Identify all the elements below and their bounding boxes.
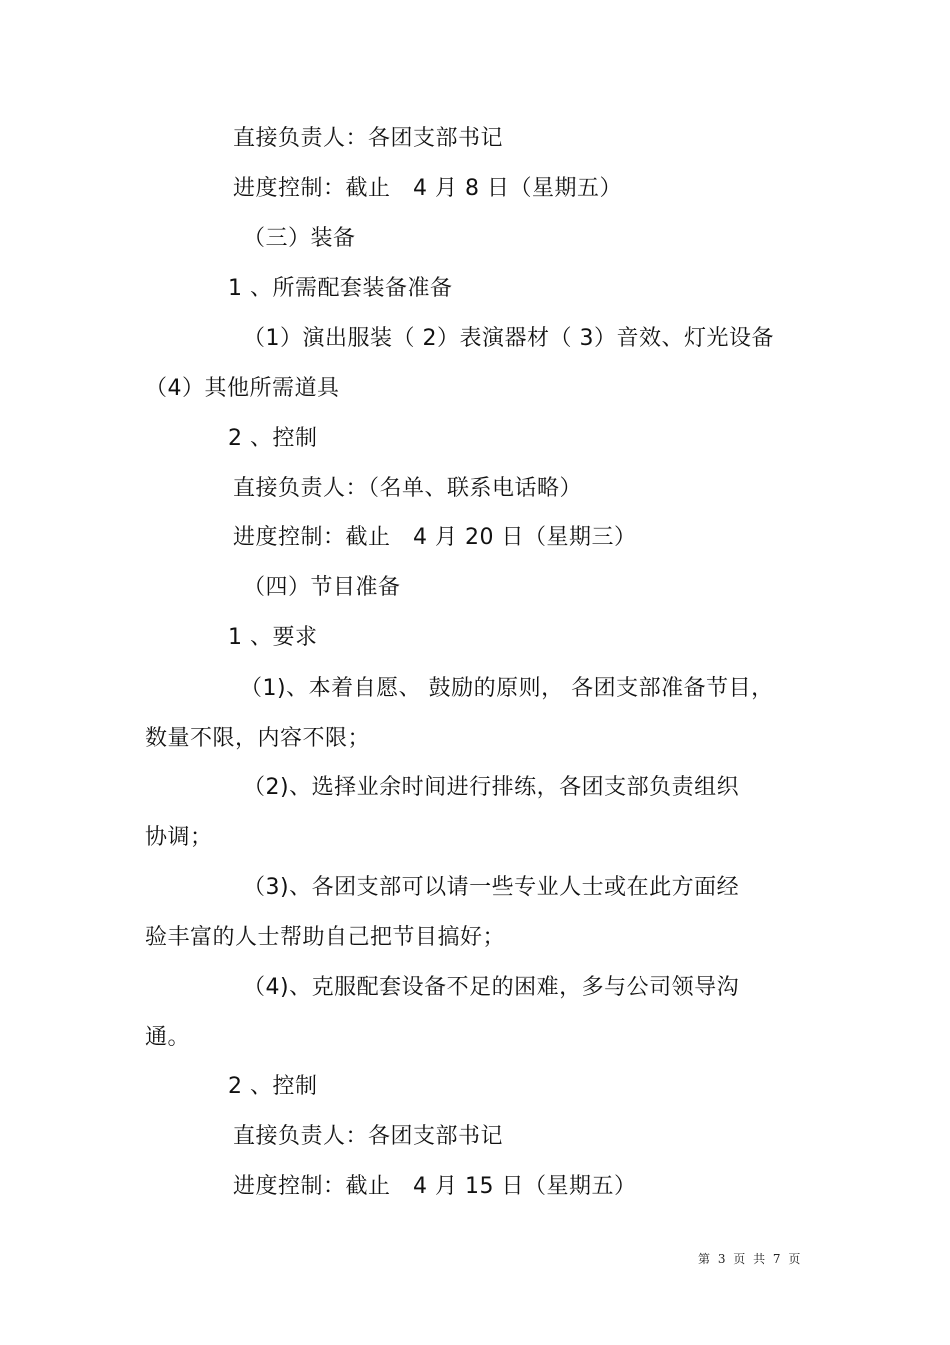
text-line-16: （3)、各团支部可以请一些专业人士或在此方面经 [243, 875, 740, 900]
text-line-22: 进度控制：截止 4 月 15 日（星期五） [233, 1174, 637, 1199]
text-line-6: （4）其他所需道具 [145, 376, 340, 401]
text-line-8: 直接负责人：（名单、联系电话略） [233, 476, 583, 501]
text-line-9: 进度控制：截止 4 月 20 日（星期三） [233, 525, 637, 550]
text-line-7: 2 、控制 [228, 426, 318, 451]
text-line-20: 2 、控制 [228, 1074, 318, 1099]
section-heading-program: （四）节目准备 [243, 575, 401, 600]
text-line-12: （1)、本着自愿、 鼓励的原则， 各团支部准备节目， [240, 676, 774, 701]
text-line-21: 直接负责人：各团支部书记 [233, 1124, 504, 1149]
text-line-19: 通。 [145, 1025, 191, 1050]
text-line-4: 1 、所需配套装备准备 [228, 276, 453, 301]
text-line-2: 进度控制：截止 4 月 8 日（星期五） [233, 176, 622, 201]
text-line-13: 数量不限，内容不限； [145, 726, 371, 751]
text-line-14: （2)、选择业余时间进行排练，各团支部负责组织 [243, 775, 740, 800]
page-footer: 第 3 页 共 7 页 [698, 1252, 803, 1266]
text-line-18: （4)、克服配套设备不足的困难，多与公司领导沟 [243, 975, 740, 1000]
section-heading-equipment: （三）装备 [243, 226, 356, 251]
text-line-5: （1）演出服装（ 2）表演器材（ 3）音效、灯光设备 [243, 326, 774, 351]
text-line-1: 直接负责人：各团支部书记 [233, 126, 504, 151]
text-line-17: 验丰富的人士帮助自己把节目搞好； [145, 925, 506, 950]
text-line-15: 协调； [145, 825, 213, 850]
text-line-11: 1 、要求 [228, 625, 318, 650]
